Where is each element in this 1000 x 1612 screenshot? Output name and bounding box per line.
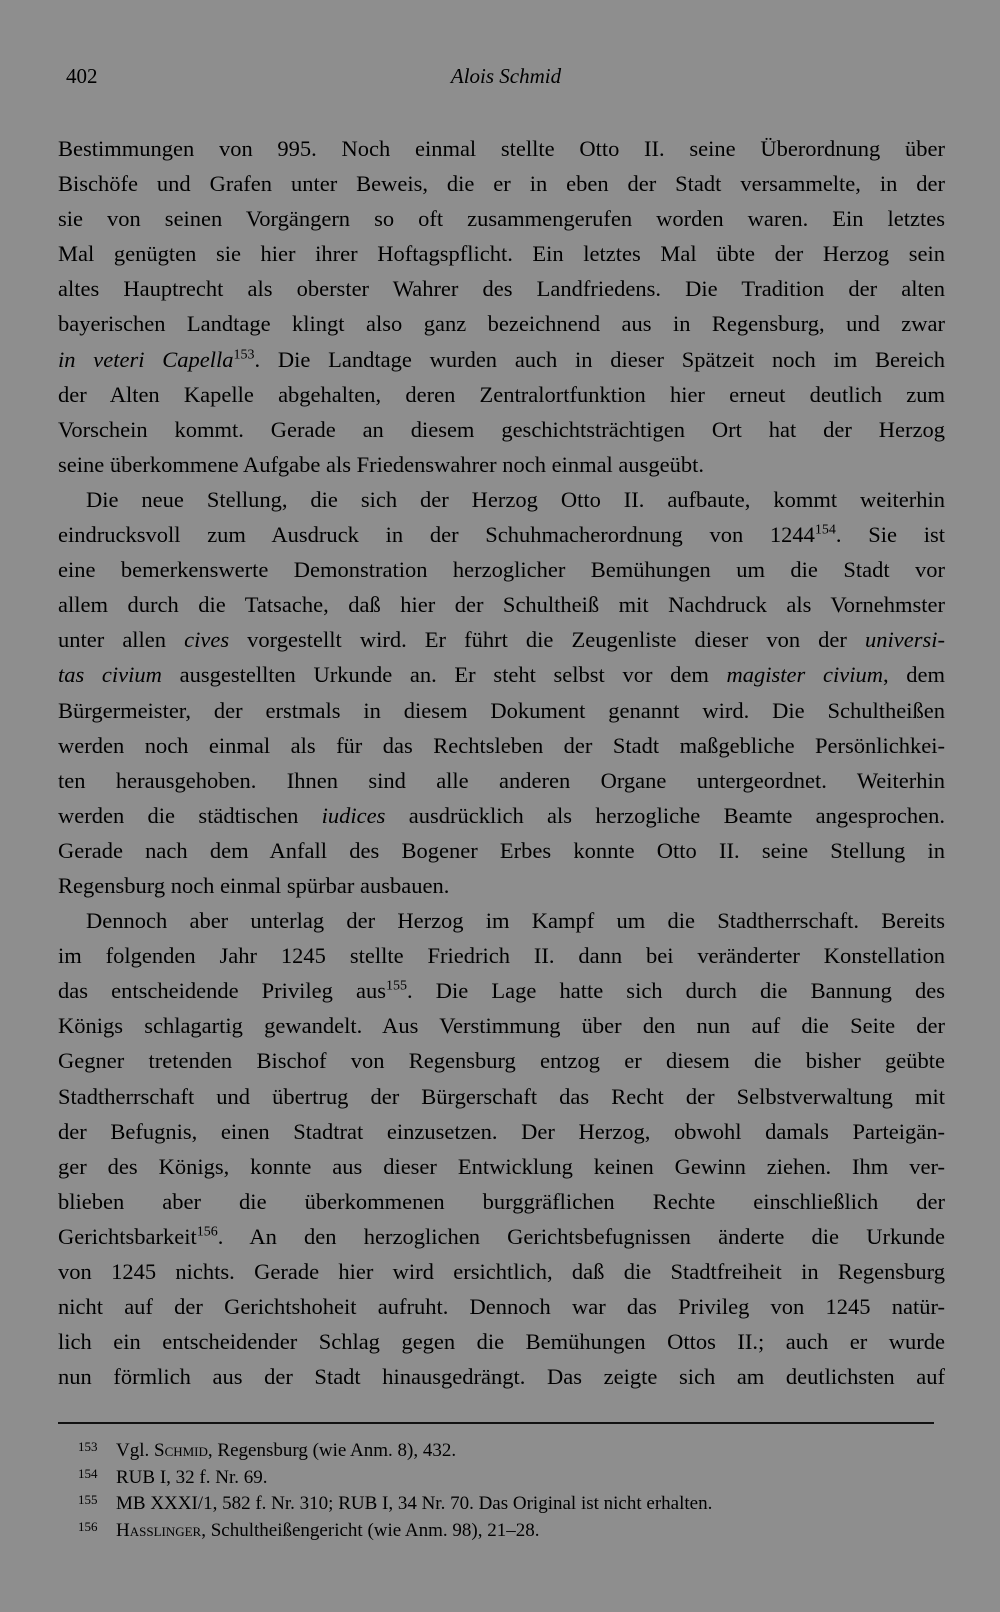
text-segment: . Die Lage hatte sich durch die Bannung des — [407, 978, 945, 1004]
footnote-number: 156 — [78, 1518, 98, 1534]
footnotes — [78, 1438, 938, 1544]
text-line: der Alten Kapelle abgehalten, deren Zentralortfunktion hier erneut deutlich zum — [58, 381, 945, 407]
text-segment: werden die städtischen — [58, 802, 322, 828]
footnote-text: Vgl. — [116, 1440, 154, 1461]
text-line — [58, 342, 945, 377]
text-line — [58, 517, 945, 552]
text-segment: . Sie ist — [835, 522, 945, 548]
text-line — [58, 1219, 945, 1254]
text-line: ger des Königs, konnte aus dieser Entwicklung keinen Gewinn ziehen. Ihm ver- — [58, 1153, 945, 1179]
text-line: blieben aber die überkommenen burggräflichen Rechte einschließlich der — [58, 1188, 945, 1214]
author-name: Hasslinger — [116, 1519, 202, 1541]
main-text — [58, 131, 945, 1394]
text-line: Bürgermeister, der erstmals in diesem Dokument genannt wird. Die Schultheißen — [58, 697, 945, 723]
footnote-text: RUB I, 32 f. Nr. 69. — [116, 1466, 268, 1488]
italic-phrase: universi- — [865, 627, 945, 653]
footnote-ref: 155 — [386, 978, 408, 994]
text-line: nicht auf der Gerichtshoheit aufruht. Dennoch war das Privileg von 1245 natür- — [58, 1294, 945, 1320]
text-line: bayerischen Landtage klingt also ganz bezeichnend aus in Regensburg, und zwar — [58, 311, 945, 337]
text-line: Regensburg noch einmal spürbar ausbauen. — [58, 872, 450, 898]
italic-phrase: iudices — [321, 802, 386, 828]
text-line: eine bemerkenswerte Demonstration herzoglicher Bemühungen um die Stadt vor — [58, 557, 945, 583]
footnote-number: 153 — [78, 1439, 98, 1454]
text-line: Stadtherrschaft und übertrug der Bürgerschaft das Recht der Selbstverwaltung mit — [58, 1083, 945, 1109]
text-line: im folgenden Jahr 1245 stellte Friedrich II. dann bei veränderter Konstellation — [58, 943, 945, 969]
author-name: Schmid — [154, 1440, 208, 1461]
footnote — [78, 1518, 938, 1545]
italic-phrase: in veteri Capella — [58, 346, 234, 372]
text-line: Bischöfe und Grafen unter Beweis, die er in eben der Stadt versammelte, in der — [58, 171, 945, 197]
text-line: werden noch einmal als für das Rechtsleben der Stadt maßgebliche Persönlichkei- — [58, 732, 945, 758]
text-line: seine überkommene Aufgabe als Friedenswahrer noch einmal ausgeübt. — [58, 451, 705, 477]
footnote-ref: 156 — [196, 1224, 218, 1240]
text-line: nun förmlich aus der Stadt hinausgedrängt. Das zeigte sich am deutlichsten auf — [58, 1364, 945, 1390]
footnote-text: , Regensburg (wie Anm. 8), 432. — [207, 1440, 457, 1461]
text-segment: das entscheidende Privileg aus — [58, 978, 387, 1004]
page-number: 402 — [66, 64, 98, 88]
footnote-number: 155 — [78, 1492, 98, 1507]
italic-phrase: cives — [184, 627, 230, 653]
footnote — [78, 1438, 938, 1465]
text-segment: Gerichtsbarkeit — [58, 1223, 197, 1249]
italic-phrase: magister civium — [726, 662, 883, 688]
text-line — [58, 973, 945, 1008]
text-line: ten herausgehoben. Ihnen sind alle anderen Organe untergeordnet. Weiterhin — [58, 767, 945, 793]
text-segment: ausgestellten Urkunde an. Er steht selbst vor dem — [161, 662, 727, 688]
footnote — [78, 1465, 938, 1492]
text-line: Dennoch aber unterlag der Herzog im Kampf um die Stadtherrschaft. Bereits — [86, 908, 945, 934]
text-line — [58, 798, 945, 833]
text-segment: unter allen — [58, 627, 185, 653]
footnote — [78, 1491, 938, 1518]
text-line: Gegner tretenden Bischof von Regensburg entzog er diesem die bisher geübte — [58, 1048, 945, 1074]
text-line: Gerade nach dem Anfall des Bogener Erbes konnte Otto II. seine Stellung in — [58, 837, 945, 863]
text-line: Königs schlagartig gewandelt. Aus Verstimmung über den nun auf die Seite der — [58, 1013, 945, 1039]
text-line: Die neue Stellung, die sich der Herzog Otto II. aufbaute, kommt weiterhin — [86, 486, 945, 512]
footnote-ref: 154 — [814, 522, 836, 538]
text-segment: eindrucksvoll zum Ausdruck in der Schuhmacherordnung von 1244 — [58, 522, 815, 548]
text-segment: . An den herzoglichen Gerichtsbefugnissen änderte die Urkunde — [217, 1223, 945, 1249]
text-line: Vorschein kommt. Gerade an diesem geschichtsträchtigen Ort hat der Herzog — [58, 416, 945, 442]
text-line: lich ein entscheidender Schlag gegen die Bemühungen Ottos II.; auch er wurde — [58, 1329, 945, 1355]
text-line: sie von seinen Vorgängern so oft zusammengerufen worden waren. Ein letztes — [58, 206, 945, 232]
text-line — [58, 622, 945, 657]
footnote-text: , Schultheißengericht (wie Anm. 98), 21–28. — [201, 1519, 540, 1541]
text-line: altes Hauptrecht als oberster Wahrer des Landfriedens. Die Tradition der alten — [58, 276, 945, 302]
text-line: allem durch die Tatsache, daß hier der Schultheiß mit Nachdruck als Vornehmster — [58, 592, 945, 618]
footnote-number: 154 — [78, 1465, 98, 1481]
text-line: Mal genügten sie hier ihrer Hoftagspflicht. Ein letztes Mal übte der Herzog sein — [58, 241, 945, 267]
text-line: Bestimmungen von 995. Noch einmal stellte Otto II. seine Überordnung über — [58, 136, 945, 161]
text-line: der Befugnis, einen Stadtrat einzusetzen. Der Herzog, obwohl damals Parteigän- — [58, 1118, 945, 1144]
footnote-divider — [58, 1422, 934, 1424]
text-segment: vorgestellt wird. Er führt die Zeugenliste dieser von der — [229, 627, 865, 653]
running-head-author: Alois Schmid — [450, 64, 562, 88]
running-header — [66, 64, 946, 94]
text-segment: ausdrücklich als herzogliche Beamte angesprochen. — [385, 802, 945, 828]
text-line — [58, 657, 945, 692]
text-segment: , dem — [882, 662, 945, 688]
footnote-ref: 153 — [233, 347, 255, 363]
text-segment: . Die Landtage wurden auch in dieser Spätzeit noch im Bereich — [254, 346, 945, 372]
text-line: von 1245 nichts. Gerade hier wird ersichtlich, daß die Stadtfreiheit in Regensburg — [58, 1259, 945, 1284]
footnote-text: MB XXXI/1, 582 f. Nr. 310; RUB I, 34 Nr. 70. Das Original ist nicht erhalten. — [116, 1493, 713, 1514]
italic-phrase: tas civium — [58, 662, 162, 688]
